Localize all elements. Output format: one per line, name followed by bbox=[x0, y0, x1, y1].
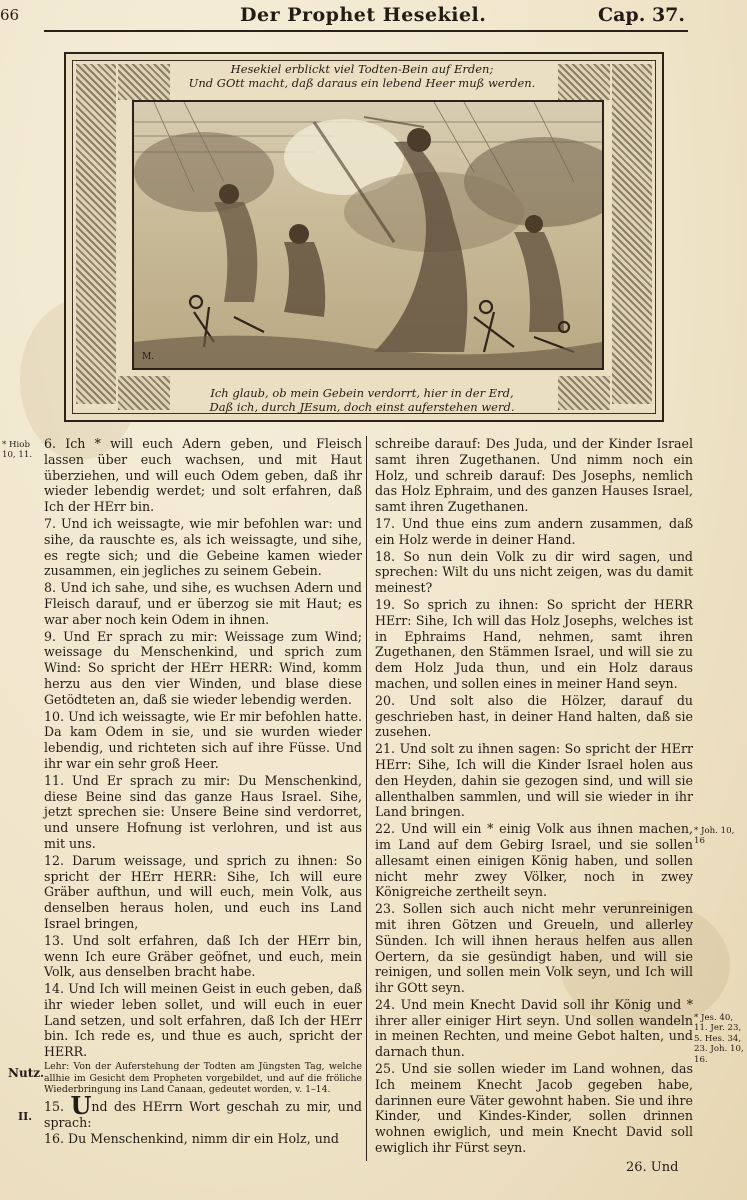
ornament-border-top-right bbox=[558, 64, 610, 100]
monogram: M. bbox=[142, 352, 155, 362]
page-title: Der Prophet Hesekiel. bbox=[240, 4, 487, 26]
verse-23: 23. Sollen sich auch nicht mehr verunreinigen mit ihren Götzen und Greueln, und allerley Sünden. Ich will ihnen heraus helfen aus allen Oertern, da sie gesündigt haben, und will sie reinigen, und sollen mein Volk seyn, und Ich will ihr GOtt seyn. bbox=[375, 901, 693, 996]
woodcut-image bbox=[132, 100, 604, 370]
ornament-border-bottom-left bbox=[118, 376, 170, 410]
text-column-right bbox=[375, 436, 693, 1157]
caption-bottom-line-2: Daß ich, durch JEsum, doch einst auferstehen werd. bbox=[209, 400, 515, 414]
verse-9: 9. Und Er sprach zu mir: Weissage zum Wind; weissage du Menschenkind, und sprich zum Wind: So spricht der HErr HERR: Wind, komm herzu aus den vier Winden, und blase diese Getödteten an, daß sie wieder lebendig werden. bbox=[44, 628, 362, 707]
ornament-border-right bbox=[612, 64, 652, 404]
margin-note-hiob: * Hiob 10, 11. bbox=[2, 440, 33, 461]
verse-17: 17. Und thue eins zum andern zusammen, daß ein Holz werde in deiner Hand. bbox=[375, 515, 693, 547]
header-rule bbox=[44, 30, 688, 32]
verse-15 bbox=[44, 1090, 362, 1131]
verse-11: 11. Und Er sprach zu mir: Du Menschenkind, diese Beine sind das ganze Haus Israel. Sihe, jetzt sprechen sie: Unsere Beine sind verdorret, und unsere Hofnung ist verlohren, und ist aus mit uns. bbox=[44, 772, 362, 851]
verse-14: 14. Und Ich will meinen Geist in euch geben, daß ihr wieder leben sollet, und will euch in euer Land setzen, und solt erfahren, daß Ich der HErr bin. Ich rede es, und thue es auch, spricht der HERR. bbox=[44, 981, 362, 1060]
caption-bottom-line-1: Ich glaub, ob mein Gebein verdorrt, hier in der Erd, bbox=[210, 386, 514, 400]
verse-7: 7. Und ich weissagte, wie mir befohlen war: und sihe, da rauschte es, als ich weissagte, und sihe, es regte sich; und die Gebeine kamen wieder zusammen, ein jegliches zu seinem Gebein. bbox=[44, 515, 362, 579]
margin-note-ii: II. bbox=[18, 1110, 33, 1123]
ornament-border-bottom-right bbox=[558, 376, 610, 410]
verse-6: 6. Ich * will euch Adern geben, und Fleisch lassen über euch wachsen, und mit Haut überziehen, und will euch Odem geben, daß ihr wieder lebendig werdet; und solt erfahren, daß Ich der HErr bin. bbox=[44, 436, 362, 515]
verse-19: 19. So sprich zu ihnen: So spricht der HERR HErr: Sihe, Ich will das Holz Josephs, welches ist in Ephraims Hand, nehmen, samt ihren Zugethanen, den Stämmen Israel, und will sie zu dem Holz Juda thun, und ein Holz daraus machen, und sollen eines in meiner Hand seyn. bbox=[375, 596, 693, 691]
caption-bottom bbox=[166, 386, 558, 414]
verse-21: 21. Und solt zu ihnen sagen: So spricht der HErr HErr: Sihe, Ich will die Kinder Israel holen aus den Heyden, dahin sie gezogen sind, und will sie allenthalben sammlen, und will sie wieder in ihr Land bringen. bbox=[375, 741, 693, 820]
catchword: 26. Und bbox=[626, 1160, 679, 1175]
margin-note-jes: * Jes. 40, 11. Jer. 23, 5. Hes. 34, 23. Joh. 10, 16. bbox=[694, 1013, 744, 1065]
verse-25: 25. Und sie sollen wieder im Land wohnen, das Ich meinem Knecht Jacob gegeben habe, darinnen eure Väter gewohnt haben. Sie und ihre Kinder, und Kindes-Kinder, sollen drinnen wohnen ewiglich, und mein Knecht David soll ewiglich ihr Fürst seyn. bbox=[375, 1061, 693, 1156]
margin-note-nutz: Nutz. bbox=[8, 1066, 45, 1080]
chapter-label: Cap. 37. bbox=[598, 4, 686, 26]
ornament-border-top-left bbox=[118, 64, 170, 100]
verse-8: 8. Und ich sahe, und sihe, es wuchsen Adern und Fleisch darauf, und er überzog sie mit Haut; es war aber noch kein Odem in ihnen. bbox=[44, 580, 362, 627]
caption-top bbox=[166, 62, 558, 90]
caption-top-line-2: Und GOtt macht, daß daraus ein lebend Heer muß werden. bbox=[188, 76, 536, 90]
lehr-note: Lehr: Von der Auferstehung der Todten am Jüngsten Tag, welche allhie im Gesicht dem Propheten vorgebildet, und auf die fröliche Wiederbringung ins Land Canaan, gedeutet worden, v. 1–14. bbox=[44, 1061, 362, 1096]
caption-top-line-1: Hesekiel erblickt viel Todten-Bein auf Erden; bbox=[230, 62, 494, 76]
verse-15-text: nd des HErrn Wort geschah zu mir, und sprach: bbox=[44, 1098, 362, 1130]
drop-initial: U bbox=[70, 1090, 92, 1120]
verse-20: 20. Und solt also die Hölzer, darauf du geschrieben hast, in deiner Hand halten, daß sie zusehen. bbox=[375, 692, 693, 740]
verse-24: 24. Und mein Knecht David soll ihr König und * ihrer aller einiger Hirt seyn. Und sollen wandeln in meinen Rechten, und meine Gebot halten, und darnach thun. bbox=[375, 996, 693, 1060]
ornament-border-left bbox=[76, 64, 116, 404]
verse-22: 22. Und will ein * einig Volk aus ihnen machen, im Land auf dem Gebirg Israel, und sie sollen allesamt einen einigen König haben, und sollen nicht mehr zwey Völker, noch in zwey Königreiche zertheilt seyn. bbox=[375, 821, 693, 900]
verse-18: 18. So nun dein Volk zu dir wird sagen, und sprechen: Wilt du uns nicht zeigen, was du damit meinest? bbox=[375, 548, 693, 596]
text-column-left bbox=[44, 436, 362, 1148]
verse-15-number: 15. bbox=[44, 1098, 65, 1114]
verse-10: 10. Und ich weissagte, wie Er mir befohlen hatte. Da kam Odem in sie, und sie wurden wieder lebendig, und richteten sich auf ihre Füsse. Und ihr war ein sehr groß Heer. bbox=[44, 708, 362, 771]
verse-12: 12. Darum weissage, und sprich zu ihnen: So spricht der HErr HERR: Sihe, Ich will eure Gräber aufthun, und will euch, mein Volk, aus denselben heraus holen, und euch ins Land Israel bringen, bbox=[44, 852, 362, 931]
valley-of-bones-engraving bbox=[134, 102, 602, 368]
verse-13: 13. Und solt erfahren, daß Ich der HErr bin, wenn Ich eure Gräber geöfnet, und euch, mein Volk, aus denselben bracht habe. bbox=[44, 932, 362, 980]
margin-note-joh: * Joh. 10, 16 bbox=[694, 826, 735, 847]
column-divider bbox=[366, 436, 367, 1161]
page-number: 66 bbox=[0, 6, 20, 24]
verse-16-start: 16. Du Menschenkind, nimm dir ein Holz, und bbox=[44, 1131, 339, 1147]
verse-16-cont: schreibe darauf: Des Juda, und der Kinder Israel samt ihren Zugethanen. Und nimm noch ein Holz, und schreib darauf: Des Josephs, nemlich das Holz Ephraim, und des ganzen Hauses Israel, samt ihren Zugethanen. bbox=[375, 436, 693, 515]
